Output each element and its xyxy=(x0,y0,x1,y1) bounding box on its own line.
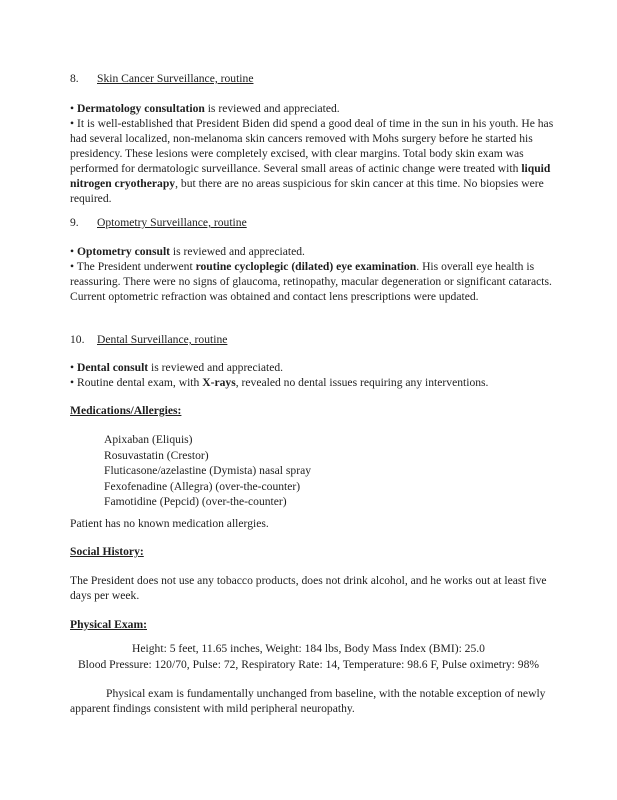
section-title: Optometry Surveillance, routine xyxy=(97,216,247,229)
vitals-line-2: Blood Pressure: 120/70, Pulse: 72, Respiratory Rate: 14, Temperature: 98.6 F, Pulse oximetry: 98% xyxy=(77,658,540,671)
social-history-text: The President does not use any tobacco products, does not drink alcohol, and he works out at least five days per week. xyxy=(70,574,547,602)
medication-list xyxy=(104,432,311,510)
bullet-text: It is well-established that President Biden did spend a good deal of time in the sun in his youth. He has had several localized, non-melanoma skin cancers removed with Mohs surgery before he started his presidency. These lesions were completely excised, with clear margins. Total body skin exam was performed for dermatologic surveillance. Several small areas of actinic change were treated with xyxy=(70,117,554,175)
section-body-10 xyxy=(70,360,555,390)
bullet-icon: • xyxy=(70,117,75,130)
bullet-icon: • xyxy=(70,361,75,374)
bold-phrase: liquid nitrogen cryotherapy xyxy=(70,162,551,190)
bullet-text: Routine dental exam, with xyxy=(76,376,203,389)
bold-phrase: X-rays xyxy=(202,376,236,389)
physical-exam-text: Physical exam is fundamentally unchanged from baseline, with the notable exception of newly apparent findings consistent with mild peripheral neuropathy. xyxy=(70,687,546,715)
physical-exam-heading xyxy=(70,617,147,632)
section-heading-8 xyxy=(70,71,253,86)
bold-phrase: Dermatology consultation xyxy=(76,102,205,115)
medication-item: Famotidine (Pepcid) (over-the-counter) xyxy=(104,495,287,508)
heading-colon: : xyxy=(139,545,144,558)
vitals-line-1: Height: 5 feet, 11.65 inches, Weight: 184 lbs, Body Mass Index (BMI): 25.0 xyxy=(132,642,485,655)
heading-colon: : xyxy=(177,404,182,417)
bullet-item xyxy=(70,360,555,375)
section-title: Dental Surveillance, routine xyxy=(97,333,228,346)
heading-text: Social History xyxy=(70,545,140,558)
section-body-9 xyxy=(70,244,555,304)
heading-colon: : xyxy=(143,618,147,631)
bullet-item xyxy=(70,244,555,259)
section-number: 9. xyxy=(70,216,79,229)
medication-item: Rosuvastatin (Crestor) xyxy=(104,448,209,462)
medication-item: Apixaban (Eliquis) xyxy=(104,433,193,446)
bullet-icon: • xyxy=(70,102,75,115)
bullet-item xyxy=(70,375,555,390)
medication-item: Fluticasone/azelastine (Dymista) nasal spray xyxy=(104,464,312,477)
bullet-text: is reviewed and appreciated. xyxy=(148,361,284,374)
bullet-text: , revealed no dental issues requiring any interventions. xyxy=(235,376,489,389)
section-heading-10 xyxy=(70,332,227,347)
bullet-icon: • xyxy=(70,245,75,258)
allergies-statement: Patient has no known medication allergies. xyxy=(70,517,269,530)
bullet-text: is reviewed and appreciated. xyxy=(204,102,340,115)
bold-phrase: Optometry consult xyxy=(76,245,171,258)
section-body-8 xyxy=(70,101,555,206)
bullet-item xyxy=(70,116,555,206)
bullet-item xyxy=(70,101,555,116)
heading-text: Medications/Allergies xyxy=(70,404,178,417)
social-history-heading xyxy=(70,544,144,559)
bullet-text: , but there are no areas suspicious for skin cancer at this time. No biopsies were required. xyxy=(70,177,544,205)
bullet-text: The President underwent xyxy=(76,260,196,273)
section-number: 10. xyxy=(70,333,85,346)
bullet-item xyxy=(70,259,555,304)
medications-heading xyxy=(70,403,181,418)
section-title: Skin Cancer Surveillance, routine xyxy=(97,72,254,85)
bold-phrase: Dental consult xyxy=(76,361,149,374)
bullet-text: . His overall eye health is reassuring. There were no signs of glaucoma, retinopathy, macular degeneration or significant cataracts. Current optometric refraction was obtained and contact lens prescriptions were updated. xyxy=(70,260,552,303)
medication-item: Fexofenadine (Allegra) (over-the-counter) xyxy=(104,479,301,493)
bullet-icon: • xyxy=(70,260,75,273)
section-heading-9 xyxy=(70,215,247,230)
bullet-text: is reviewed and appreciated. xyxy=(170,245,305,258)
bullet-icon: • xyxy=(70,376,75,389)
bold-phrase: routine cycloplegic (dilated) eye examination xyxy=(195,260,417,273)
section-number: 8. xyxy=(70,72,79,85)
heading-text: Physical Exam xyxy=(70,618,144,631)
